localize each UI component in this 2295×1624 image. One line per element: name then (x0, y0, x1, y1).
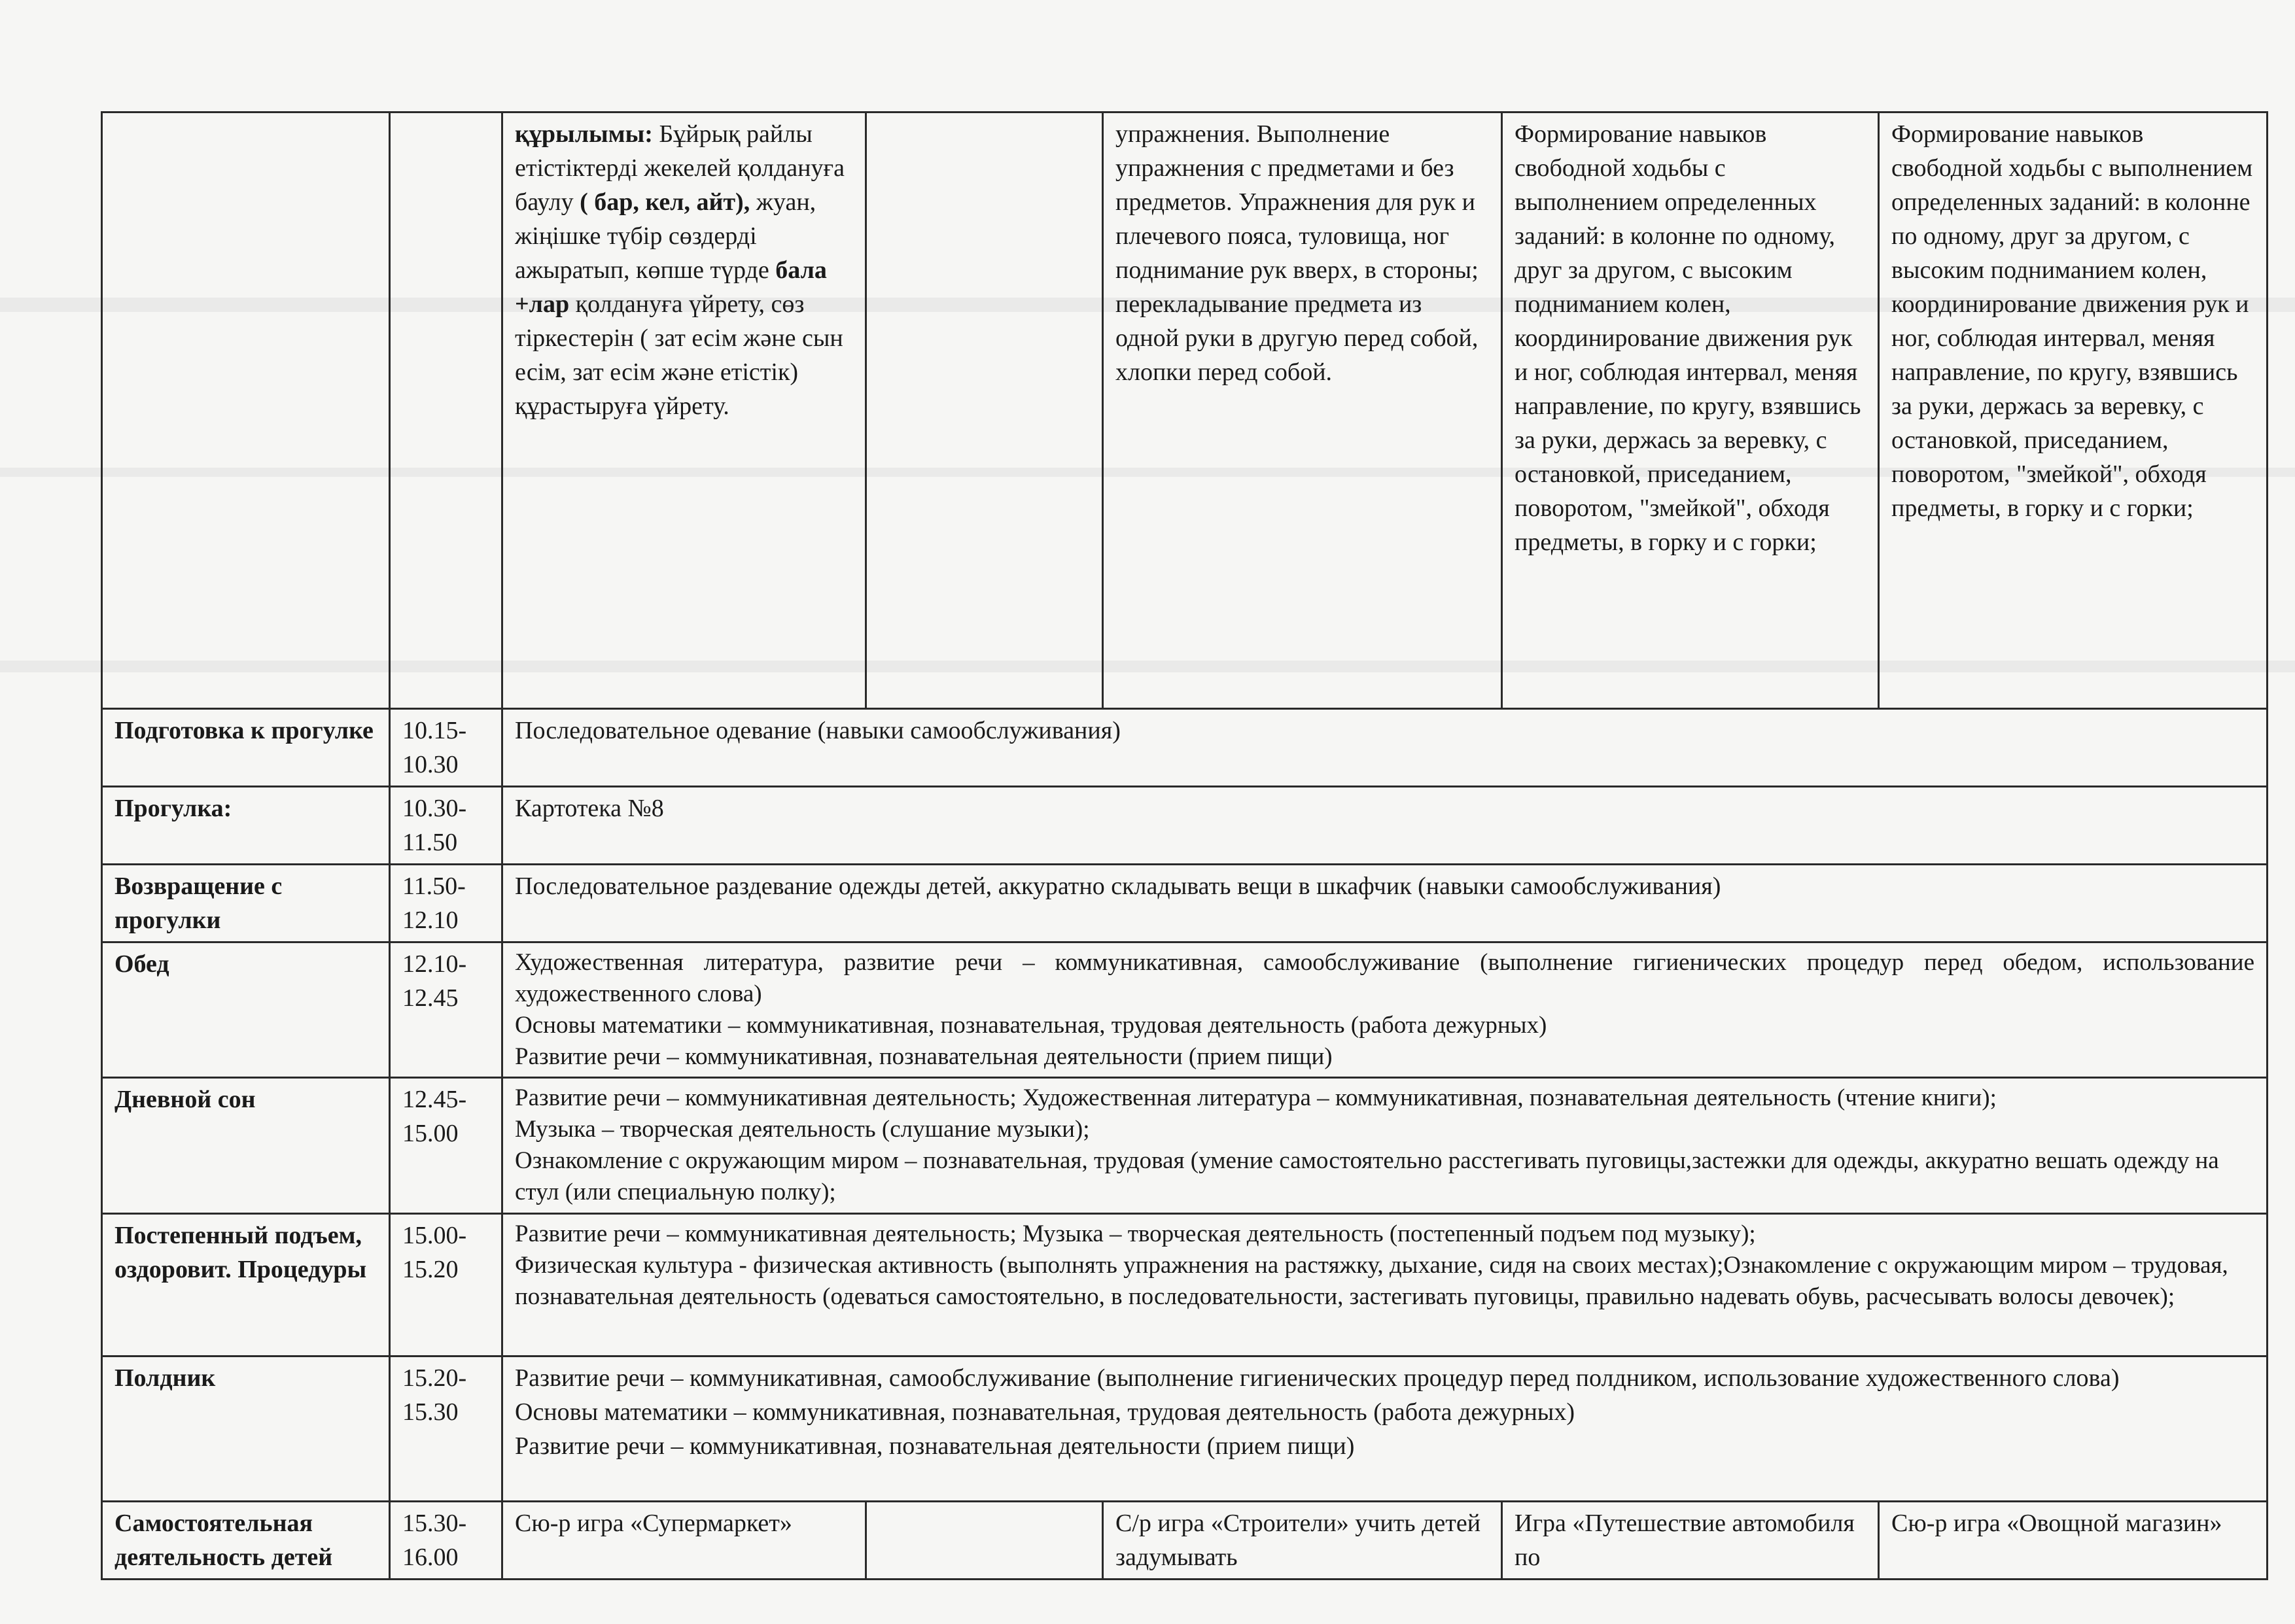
time-start: 15.30- (402, 1510, 467, 1537)
game-cell (866, 1502, 1103, 1580)
time-start: 15.20- (402, 1364, 467, 1392)
table-row (102, 865, 2268, 942)
time-range (390, 1214, 502, 1356)
activity-label: Дневной сон (102, 1078, 390, 1214)
time-range (390, 1078, 502, 1214)
activity-label: Возвращение с прогулки (102, 865, 390, 942)
time-end: 12.10 (402, 907, 459, 934)
activity-label: Прогулка: (102, 787, 390, 865)
kazakh-text-run: құрылымы: (515, 120, 653, 148)
description-line: Развитие речи – коммуникативная деятельность; Музыка – творческая деятельность (постепенный подъем под музыку); (515, 1220, 1756, 1247)
time-range (390, 1356, 502, 1502)
time-end: 11.50 (402, 829, 458, 856)
description-line: Физическая культура - физическая активность (выполнять упражнения на растяжку, дыхание, сидя на своих местах);Ознакомление с окружающим миром – трудовая, познавательная деятельность (одеваться самостоятельно, в последовательности, застегивать пуговицы, правильно надевать обувь, расчесывать волосы девочек); (515, 1252, 2228, 1310)
time-range (390, 865, 502, 942)
time-end: 16.00 (402, 1544, 459, 1571)
table-row (102, 1214, 2268, 1356)
kazakh-language-goals (502, 112, 866, 709)
description-line: Картотека №8 (515, 795, 664, 822)
kazakh-text-run: қолдануға үйрету, сөз тіркестерін ( зат есім және сын есім, зат есім және етістік) құрастыруға үйрету. (515, 290, 843, 420)
activity-description (502, 1214, 2268, 1356)
time-end: 10.30 (402, 751, 459, 778)
activity-description (502, 942, 2268, 1078)
description-line: Основы математики – коммуникативная, познавательная, трудовая деятельность (работа дежурных) (515, 1398, 1575, 1426)
time-start: 10.30- (402, 795, 467, 822)
description-line: Основы математики – коммуникативная, познавательная, трудовая деятельность (работа дежурных) (515, 1012, 1547, 1039)
description-line: Художественная литература, развитие речи – коммуникативная, самообслуживание (выполнение гигиенических процедур перед обедом, использование художественного слова) (515, 949, 2254, 1007)
activity-description (502, 709, 2268, 787)
table-row (102, 1502, 2268, 1580)
description-line: Последовательное раздевание одежды детей, аккуратно складывать вещи в шкафчик (навыки самообслуживания) (515, 872, 1721, 900)
empty-cell (390, 112, 502, 709)
time-range (390, 1502, 502, 1580)
time-end: 12.45 (402, 984, 459, 1012)
kazakh-text-run: бала +лар (515, 256, 827, 318)
exercise-description: упражнения. Выполнение упражнения с предметами и без предметов. Упражнения для рук и плечевого пояса, туловища, ног поднимание рук вверх, в стороны; перекладывание предмета из одной руки в другую перед собой, хлопки перед собой. (1103, 112, 1502, 709)
kazakh-text-run: ( бар, кел, айт), (580, 188, 750, 216)
time-range (390, 787, 502, 865)
empty-cell (102, 112, 390, 709)
description-line: Развитие речи – коммуникативная деятельность; Художественная литература – коммуникативная, познавательная деятельность (чтение книги); (515, 1084, 1997, 1111)
description-line: Развитие речи – коммуникативная, познавательная деятельности (прием пищи) (515, 1043, 1333, 1070)
time-start: 12.45- (402, 1086, 467, 1113)
description-line: Музыка – творческая деятельность (слушание музыки); (515, 1116, 1090, 1143)
activity-description (502, 865, 2268, 942)
time-end: 15.20 (402, 1256, 459, 1283)
walking-skills-cell: Формирование навыков свободной ходьбы с выполнением определенных заданий: в колонне по одному, друг за другом, с высоким подниманием колен, координирование движения рук и ног, соблюдая интервал, меняя направление, по кругу, взявшись за руки, держась за веревку, с остановкой, приседанием, поворотом, "змейкой", обходя предметы, в горку и с горки; (1502, 112, 1879, 709)
kazakh-text-run: жуан, жіңішке түбір сөздерді ажыратып, көпше түрде (515, 188, 816, 284)
empty-cell (866, 112, 1103, 709)
table-row (102, 942, 2268, 1078)
description-line: Ознакомление с окружающим миром – познавательная, трудовая (умение самостоятельно расстегивать пуговицы,застежки для одежды, аккуратно вешать одежду на стул (или специальную полку); (515, 1147, 2219, 1205)
activity-label: Полдник (102, 1356, 390, 1502)
table-row (102, 709, 2268, 787)
activity-label: Постепенный подъем, оздоровит. Процедуры (102, 1214, 390, 1356)
table-row (102, 787, 2268, 865)
time-end: 15.00 (402, 1120, 459, 1147)
description-line: Последовательное одевание (навыки самообслуживания) (515, 717, 1121, 744)
table-row (102, 1078, 2268, 1214)
game-cell: Сю-р игра «Овощной магазин» (1879, 1502, 2268, 1580)
time-start: 10.15- (402, 717, 467, 744)
game-cell: С/р игра «Строители» учить детей задумывать (1103, 1502, 1502, 1580)
time-start: 12.10- (402, 950, 467, 978)
game-cell: Сю-р игра «Супермаркет» (502, 1502, 866, 1580)
kazakh-text-run: Бұйрық райлы етістіктерді жекелей қолдануға баулу (515, 120, 845, 216)
activity-description (502, 1356, 2268, 1502)
time-end: 15.30 (402, 1398, 459, 1426)
activity-description (502, 787, 2268, 865)
description-line: Развитие речи – коммуникативная, самообслуживание (выполнение гигиенических процедур перед полдником, использование художественного слова) (515, 1364, 2120, 1392)
time-start: 15.00- (402, 1222, 467, 1249)
activity-label: Обед (102, 942, 390, 1078)
description-line: Развитие речи – коммуникативная, познавательная деятельности (прием пищи) (515, 1432, 1355, 1460)
activity-label: Подготовка к прогулке (102, 709, 390, 787)
table-row (102, 112, 2268, 709)
activity-description (502, 1078, 2268, 1214)
time-range (390, 709, 502, 787)
schedule-table (101, 111, 2268, 1580)
table-row (102, 1356, 2268, 1502)
time-start: 11.50- (402, 872, 466, 900)
game-cell: Игра «Путешествие автомобиля по (1502, 1502, 1879, 1580)
time-range (390, 942, 502, 1078)
activity-label: Самостоятельная деятельность детей (102, 1502, 390, 1580)
walking-skills-cell: Формирование навыков свободной ходьбы с выполнением определенных заданий: в колонне по одному, друг за другом, с высоким подниманием колен, координирование движения рук и ног, соблюдая интервал, меняя направление, по кругу, взявшись за руки, держась за веревку, с остановкой, приседанием, поворотом, "змейкой", обходя предметы, в горку и с горки; (1879, 112, 2268, 709)
